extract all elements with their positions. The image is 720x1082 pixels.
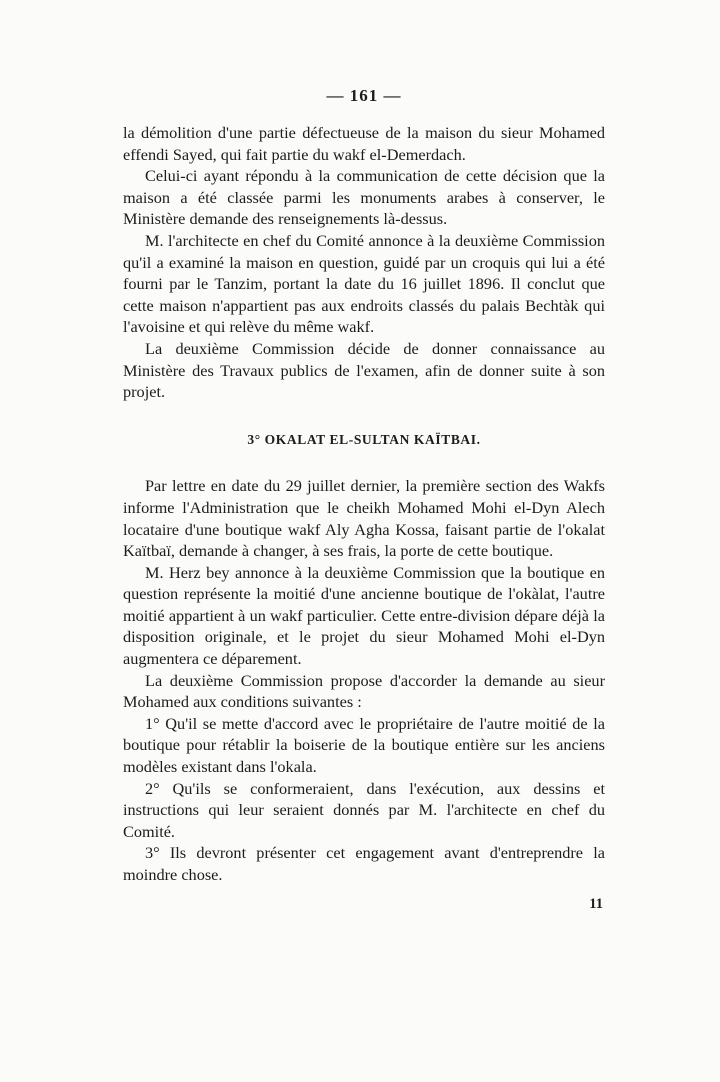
paragraph: Celui-ci ayant répondu à la communication de cette décision que la maison a été classée parmi les monuments arabes à conserver, le Ministère demande des renseignements là-dessus. xyxy=(123,166,605,229)
signature-mark: 11 xyxy=(589,895,603,912)
paragraph: Par lettre en date du 29 juillet dernier, la première section des Wakfs informe l'Administration que le cheikh Mohamed Mohi el-Dyn Alech locataire d'une boutique wakf Aly Agha Kossa, faisant partie de l'okalat Kaïtbaï, demande à changer, à ses frais, la porte de cette boutique. xyxy=(123,476,605,561)
paragraph-continuation: la démolition d'une partie défectueuse de la maison du sieur Mohamed effendi Sayed, qui fait partie du wakf el-Demerdach. xyxy=(123,123,605,164)
paragraph: M. Herz bey annonce à la deuxième Commission que la boutique en question représente la moitié d'une ancienne boutique de l'okàlat, l'autre moitié appartient à un wakf particulier. Cette entre-division dépare déjà la disposition originale, et le projet du sieur Mohamed Mohi el-Dyn augmentera ce déparement. xyxy=(123,562,605,669)
paragraph-condition-1: 1° Qu'il se mette d'accord avec le propriétaire de l'autre moitié de la boutique pour rétablir la boiserie de la boutique entière sur les anciens modèles existant dans l'okala. xyxy=(123,713,605,777)
paragraph-condition-3: 3° Ils devront présenter cet engagement avant d'entreprendre la moindre chose. xyxy=(123,843,605,884)
paragraph-condition-2: 2° Qu'ils se conformeraient, dans l'exécution, aux dessins et instructions qui leur seraient donnés par M. l'architecte en chef du Comité. xyxy=(123,778,605,841)
page-number: — 161 — xyxy=(326,86,402,105)
paragraph: La deuxième Commission décide de donner connaissance au Ministère des Travaux publics de l'examen, afin de donner suite à son projet. xyxy=(123,338,605,402)
paragraph: M. l'architecte en chef du Comité annonce à la deuxième Commission qu'il a examiné la maison en question, guidé par un croquis qui lui a été fourni par le Tanzim, portant la date du 16 juillet 1896. Il conclut que cette maison n'appartient pas aux endroits classés du palais Bechtàk qui l'avoisine et qui relève du même wakf. xyxy=(123,230,605,337)
section-heading: 3° OKALAT EL-SULTAN KAÏTBAI. xyxy=(247,431,481,447)
text-block xyxy=(123,122,605,915)
paragraph: La deuxième Commission propose d'accorder la demande au sieur Mohamed aux conditions suivantes : xyxy=(123,670,605,712)
